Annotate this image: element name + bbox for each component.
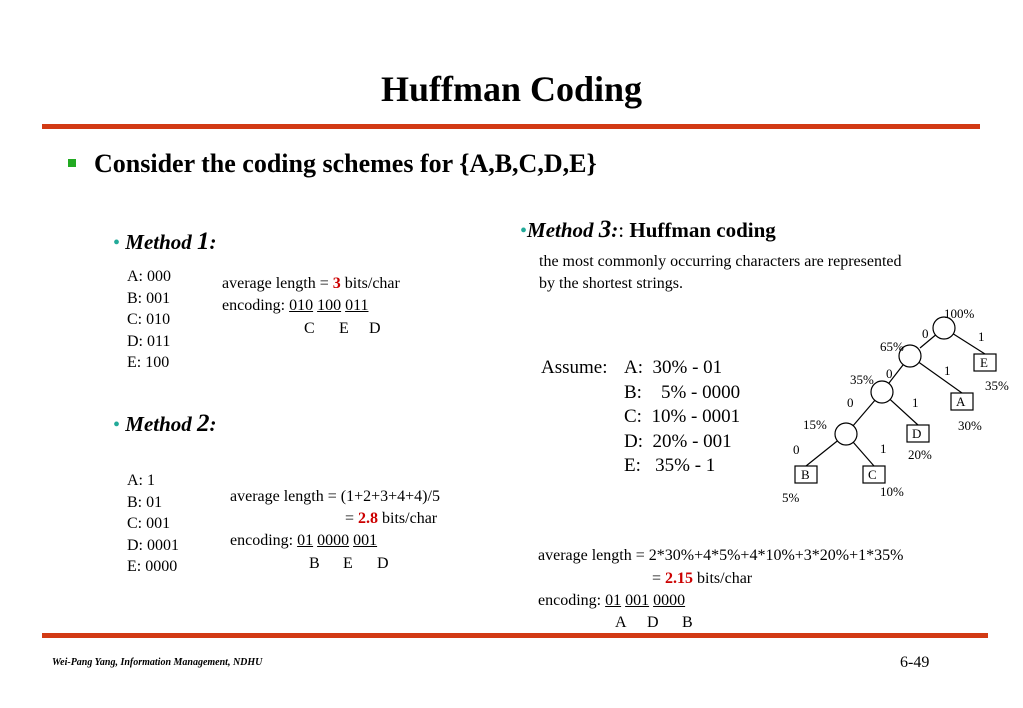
tree-leaf-label: C	[868, 467, 877, 482]
page-title: Huffman Coding	[380, 69, 643, 109]
method3-heading: •Method 3:: Huffman coding	[520, 216, 776, 243]
method3-encoding: encoding: 01 001 0000	[538, 592, 686, 609]
tree-leaf-label: E	[980, 355, 988, 370]
bullet-dot-icon: •	[520, 220, 528, 242]
method3-avg-value: 2.15	[665, 570, 694, 587]
encoding-code: 0000	[317, 532, 350, 549]
tree-edge-label: 0	[793, 442, 800, 457]
encoding-letter: E	[343, 555, 353, 572]
method1-number: 1	[197, 228, 210, 255]
method3-colon: :	[611, 218, 619, 242]
method2-average-formula: average length = (1+2+3+4+4)/5	[230, 488, 440, 505]
tree-node-15	[835, 423, 857, 445]
code-item: E: 100	[127, 354, 170, 371]
encoding-letter: D	[647, 614, 659, 631]
code-item: D: 011	[127, 332, 171, 350]
encoding-code: 010	[289, 297, 314, 314]
encoding-code: 011	[345, 297, 369, 314]
tree-edge-label: 0	[847, 395, 854, 410]
code-item: E: 0000	[127, 558, 178, 575]
method2-label: Method	[125, 412, 198, 436]
method1-encoding: encoding: 010 100 011	[222, 297, 369, 314]
method1-avg-value: 3	[332, 275, 341, 292]
tree-edge-label: 0	[886, 366, 893, 381]
code-item: C: 001	[127, 515, 171, 532]
method3-label: Method	[527, 218, 599, 242]
method2-average-length: = 2.8 bits/char	[345, 510, 438, 527]
tree-prob-label: 20%	[908, 447, 932, 462]
tree-edge-label: 1	[880, 441, 887, 456]
code-item: A: 000	[127, 268, 171, 285]
tree-edge-label: 1	[912, 395, 919, 410]
tree-prob-label: 35%	[985, 378, 1009, 393]
method2-colon: :	[209, 412, 217, 436]
encoding-code: 100	[317, 297, 342, 314]
code-item: D: 0001	[127, 536, 179, 554]
encoding-code: 0000	[653, 592, 686, 609]
tree-label: 100%	[944, 306, 975, 321]
method3-average-formula: average length = 2*30%+4*5%+4*10%+3*20%+1*35%	[538, 547, 904, 564]
assume-label: Assume:	[541, 357, 608, 378]
code-item: A: 1	[127, 472, 155, 489]
assume-item: A: 30% - 01	[624, 357, 723, 378]
method2-encoding: encoding: 01 0000 001	[230, 532, 378, 549]
tree-prob-label: 5%	[782, 490, 800, 505]
footer-divider	[42, 633, 988, 638]
encoding-letter: A	[615, 614, 627, 631]
bullet-dot-icon: •	[113, 232, 121, 254]
tree-node-35	[871, 381, 893, 403]
method3-description: the most commonly occurring characters are represented by the shortest strings.	[539, 253, 902, 292]
tree-edge-label: 0	[922, 326, 929, 341]
tree-label: 15%	[803, 417, 827, 432]
assume-item: C: 10% - 0001	[624, 406, 741, 427]
method3-name: Huffman coding	[629, 218, 776, 242]
page-number: 6-49	[900, 654, 930, 671]
tree-prob-label: 30%	[958, 418, 982, 433]
method2-avg-value: 2.8	[358, 510, 379, 527]
method1-label: Method	[125, 230, 198, 254]
encoding-code: 001	[625, 592, 650, 609]
tree-leaf-label: B	[801, 467, 810, 482]
encoding-letter: D	[377, 555, 389, 572]
code-item: B: 01	[127, 493, 163, 511]
code-item: C: 010	[127, 311, 171, 328]
tree-leaf-label: D	[912, 426, 922, 441]
tree-edge-label: 1	[944, 363, 951, 378]
method1-colon: :	[209, 230, 217, 254]
encoding-code: 001	[353, 532, 378, 549]
tree-edge-label: 1	[978, 329, 985, 344]
encoding-code: 01	[297, 532, 314, 549]
assume-item: E: 35% - 1	[624, 455, 716, 476]
assume-item: B: 5% - 0000	[624, 381, 741, 403]
method1-average-length: average length = 3 bits/char	[222, 275, 400, 292]
tree-prob-label: 10%	[880, 484, 904, 499]
encoding-letter: B	[682, 614, 693, 631]
slide-heading: Consider the coding schemes for {A,B,C,D,E}	[94, 149, 597, 178]
method3-number: 3	[598, 216, 612, 243]
encoding-letter: D	[369, 320, 381, 337]
tree-leaf-label: A	[956, 394, 966, 409]
encoding-letter: C	[304, 320, 315, 337]
footer-author: Wei-Pang Yang, Information Management, NDHU	[52, 657, 263, 668]
tree-label: 65%	[880, 339, 904, 354]
method2-number: 2	[197, 410, 210, 437]
assume-item: D: 20% - 001	[624, 430, 732, 452]
encoding-letter: E	[339, 320, 349, 337]
tree-label: 35%	[850, 372, 874, 387]
encoding-letter: B	[309, 555, 320, 572]
encoding-code: 01	[605, 592, 622, 609]
code-item: B: 001	[127, 289, 171, 307]
bullet-dot-icon: •	[113, 414, 121, 436]
method3-average-length: = 2.15 bits/char	[652, 570, 753, 587]
